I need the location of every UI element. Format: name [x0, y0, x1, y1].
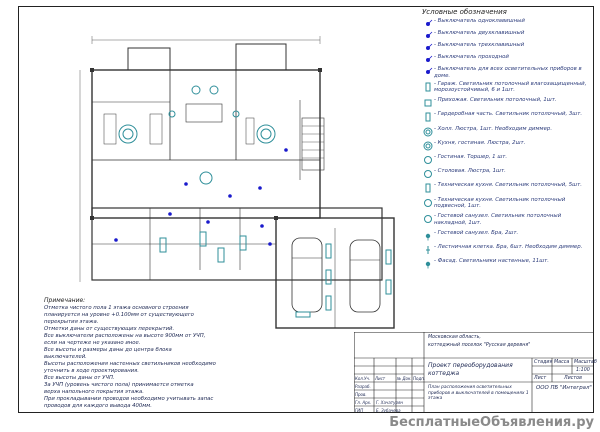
- scale-value: 1:100: [576, 368, 590, 373]
- note-line: Отметка чистого пола 1 этажа основного строения: [44, 304, 189, 311]
- stamp-role: Пров.: [355, 392, 367, 397]
- chandelier-icon: [257, 125, 275, 143]
- switch-icon: [258, 186, 262, 190]
- garage-light-icon: [326, 270, 331, 284]
- legend-title: Условные обозначения: [422, 8, 507, 16]
- project-location-2: коттеджный поселок "Русская деревня": [428, 343, 531, 348]
- chandelier-icon: [123, 129, 133, 139]
- legend-item: [422, 244, 594, 255]
- garage-light-icon: [296, 312, 310, 317]
- legend-item: [422, 197, 594, 211]
- stamp-header: Подп.: [413, 376, 426, 381]
- sofa-outline: [104, 114, 116, 144]
- note-line: Отметки даны от существующих перекрытий.: [44, 325, 175, 332]
- legend-item-text: - Выключатель для всех осветительных приборов в доме.: [434, 66, 582, 79]
- note-line: верха напольного покрытия этажа.: [44, 388, 144, 395]
- pass-switch-icon: [422, 54, 434, 65]
- legend-item-text: - Техническая кухня. Светильник потолочный подвесной, 1шт.: [434, 196, 566, 210]
- notes-block: [44, 297, 244, 410]
- master-switch-icon: [422, 66, 434, 77]
- stamp-header: Кол.Уч.: [355, 376, 371, 381]
- note-line: если на чертеже не указано иное.: [44, 339, 141, 346]
- watermark: БесплатныеОбъявления.ру: [389, 415, 594, 430]
- column-mark: [90, 216, 94, 220]
- switch-1-icon: [422, 18, 434, 29]
- title-block: [354, 332, 597, 413]
- dining-table: [186, 104, 222, 122]
- garage-light-icon: [386, 280, 391, 294]
- switch-icon: [228, 194, 232, 198]
- legend-item: [422, 66, 594, 80]
- garage-light-icon: [386, 250, 391, 264]
- legend-item-text: - Техническая кухня. Светильник потолочный, 5шт.: [434, 182, 582, 189]
- kitchen-island: [246, 118, 254, 144]
- stamp-header: Лист: [375, 376, 386, 381]
- chandelier-icon: [261, 129, 271, 139]
- pendant-light-icon: [422, 197, 434, 208]
- stamp-name: Е. Зубачева: [376, 408, 401, 413]
- facade-light-icon: [422, 258, 434, 269]
- switch-3-icon: [422, 42, 434, 53]
- notes-title: Примечание:: [44, 297, 86, 304]
- legend-item-text: - Гараж. Светильник потолочный влагозащищенный, морозоустойчивый, 6 и 1шт.: [434, 80, 587, 94]
- stamp-role: Гл. Арх.: [355, 400, 372, 405]
- legend-item-text: - Гостевой санузел. Светильник потолочный накладной, 1шт.: [434, 213, 562, 226]
- stamp-header: № Док.: [397, 376, 412, 381]
- legend-item-text: - Гостевой санузел. Бра, 2шт.: [434, 229, 519, 236]
- wall-sconce-icon: [422, 230, 434, 241]
- ceiling-light-bar-icon: [422, 182, 434, 193]
- switch-icon: [114, 238, 118, 242]
- column-mark: [90, 68, 94, 72]
- legend-item: [422, 54, 594, 65]
- switch-2-icon: [422, 30, 434, 41]
- pendant-icon: [422, 168, 434, 179]
- note-line: Все высоты даны от УЧП.: [44, 374, 115, 381]
- column-mark: [318, 68, 322, 72]
- car-outline: [350, 240, 380, 312]
- note-line: Высоты расположения настенных светильников необходимо: [44, 360, 216, 367]
- switch-icon: [284, 148, 288, 152]
- col-mass: Масса: [554, 360, 570, 365]
- column-mark: [274, 216, 278, 220]
- note-line: планируется на уровне +0.100мм от существующего: [44, 311, 194, 318]
- switch-icon: [168, 212, 172, 216]
- legend-item-text: - Прихожая. Светильник потолочный, 1шт.: [434, 97, 557, 104]
- pendant-icon: [210, 86, 218, 94]
- legend-item-text: - Фасад. Светильники настенные, 11шт.: [434, 258, 549, 265]
- legend-item-text: - Выключатель одноклавишный: [434, 18, 525, 24]
- garage-light-icon: [326, 296, 331, 310]
- legend-item-text: - Выключатель трехклавишный: [434, 42, 525, 48]
- chandelier-icon: [119, 125, 137, 143]
- note-line: проводов для каждого вывода 400мм.: [44, 402, 152, 409]
- legend-item: [422, 81, 594, 95]
- ceiling-light-icon: [218, 248, 224, 262]
- switch-icon: [184, 182, 188, 186]
- rect-light-icon: [422, 111, 434, 122]
- legend-list: [422, 18, 594, 269]
- legend: [422, 8, 594, 272]
- legend-item-text: - Кухня, гостиная. Люстра, 2шт.: [434, 139, 526, 146]
- note-line: уточнить в ходе проектирования.: [44, 367, 139, 374]
- label-sheets: Листов: [564, 376, 582, 381]
- col-stage: Стадия: [534, 360, 553, 365]
- plan-wall: [128, 48, 170, 70]
- ceiling-light-bar-icon: [422, 81, 434, 92]
- hall-chandelier-icon: [200, 172, 212, 184]
- note-line: При прокладывании проводов необходимо учитывать запас: [44, 395, 214, 402]
- stamp-role: ГИП: [355, 408, 364, 413]
- legend-item: [422, 213, 594, 227]
- notes-lines: [44, 305, 244, 410]
- legend-item: [422, 182, 594, 193]
- note-line: выключателей.: [44, 353, 87, 360]
- legend-item: [422, 30, 594, 41]
- legend-item-text: - Столовая. Люстра, 1шт.: [434, 168, 506, 175]
- chandelier-icon: [422, 140, 434, 151]
- legend-item-text: - Гостиная. Торшер, 1 шт.: [434, 153, 508, 160]
- note-line: Все высоты и размеры даны до центра блока: [44, 346, 172, 353]
- pendant-icon: [192, 86, 200, 94]
- legend-item: [422, 111, 594, 122]
- ceiling-light-icon: [240, 236, 246, 250]
- sofa-outline: [150, 114, 162, 144]
- legend-item-text: - Лестничная клетка. Бра, 6шт. Необходим диммер.: [434, 244, 583, 251]
- legend-item: [422, 230, 594, 241]
- car-outline: [292, 238, 322, 312]
- legend-item: [422, 258, 594, 269]
- col-scale: Масштаб: [574, 360, 597, 365]
- legend-item-text: - Холл. Люстра, 1шт. Необходим диммер.: [434, 125, 553, 132]
- stair-light-icon: [422, 244, 434, 255]
- legend-item: [422, 18, 594, 29]
- company-name: ООО ПБ "Интеграл": [536, 385, 592, 391]
- legend-item: [422, 154, 594, 165]
- torchere-icon: [422, 154, 434, 165]
- garage-light-icon: [326, 244, 331, 258]
- switch-icon: [206, 220, 210, 224]
- legend-item: [422, 140, 594, 151]
- ceiling-light-icon: [160, 238, 166, 252]
- chandelier-icon: [422, 126, 434, 137]
- legend-item-text: - Выключатель двухклавишный: [434, 30, 525, 36]
- legend-item-text: - Выключатель проходной: [434, 54, 509, 60]
- legend-item: [422, 168, 594, 179]
- legend-item: [422, 97, 594, 108]
- ceiling-round-icon: [422, 213, 434, 224]
- sheet-title: План расположения осветительных приборов и выключателей в помещениях 1 этажа: [428, 385, 529, 401]
- note-line: За УЧП (уровень чистого пола) принимается отметка: [44, 381, 194, 388]
- square-light-icon: [422, 97, 434, 108]
- legend-item: [422, 126, 594, 137]
- stamp-name: Г. Хачатурян: [376, 400, 404, 405]
- project-location: Московская область,: [428, 335, 481, 340]
- label-sheet: Лист: [534, 376, 547, 381]
- legend-item: [422, 42, 594, 53]
- switch-icon: [268, 242, 272, 246]
- stamp-role: Разраб.: [355, 384, 371, 389]
- note-line: Все выключатели расположены на высоте 900мм от УЧП,: [44, 332, 206, 339]
- legend-item-text: - Гардеробная часть. Светильник потолочный, 3шт.: [434, 111, 583, 118]
- plan-wall: [92, 70, 320, 218]
- note-line: перекрытия этажа.: [44, 318, 99, 325]
- switch-icon: [260, 224, 264, 228]
- plan-wall: [236, 44, 286, 70]
- project-name: Проект переоборудования коттеджа: [428, 362, 513, 377]
